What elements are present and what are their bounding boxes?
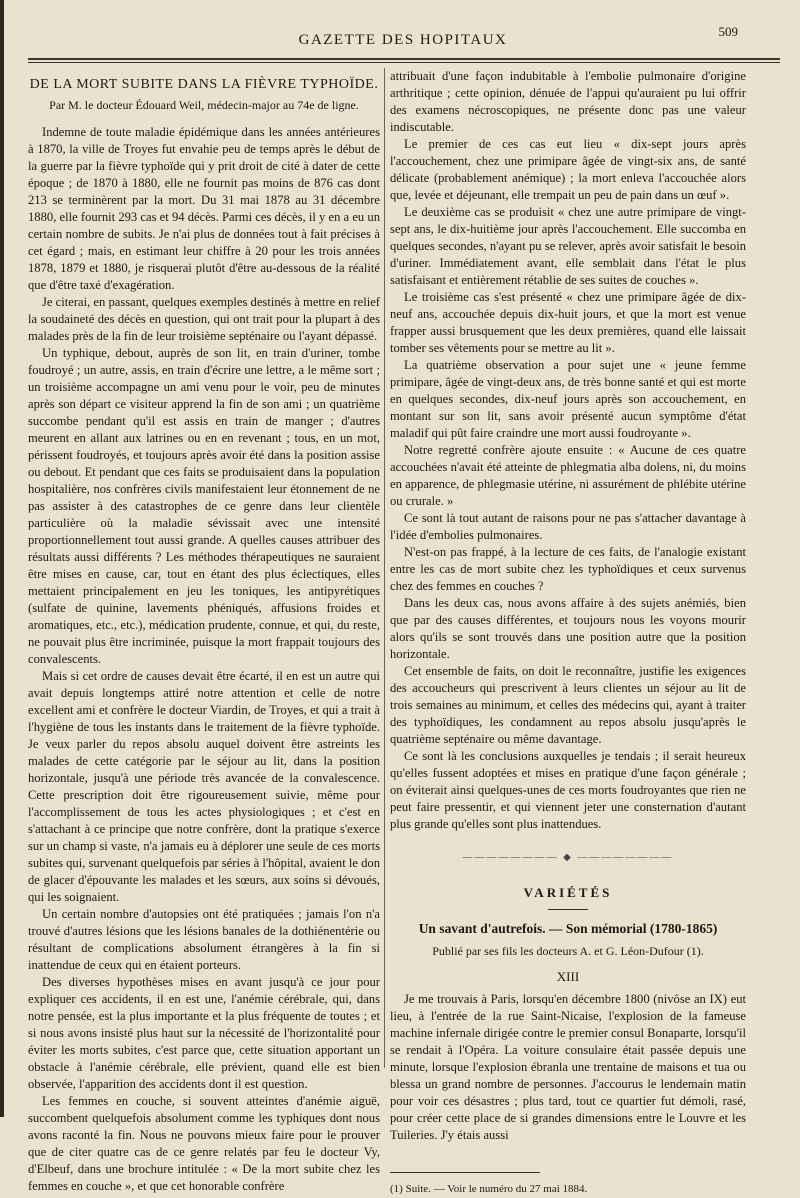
header-rule: [28, 58, 780, 60]
paragraph: Le deuxième cas se produisit « chez une autre primipare de vingt-sept ans, le dix-huitième jour après l'accouchement. Elle succomba en quelques secondes, n'ayant pu se relever, après avoir satisfait le besoin d'uriner. Immédiatement avant, elle semblait dans l'état le plus satisfaisant et entièrement rétablie de ses suites de couches ».: [390, 205, 746, 287]
column-separator: [384, 68, 385, 1068]
paragraph: La quatrième observation a pour sujet une « jeune femme primipare, âgée de vingt-deux ans, de très bonne santé et qui est morte en quelques secondes, dix-neuf jours après son accouchement, en montant sur son lit, sans avoir présenté aucun symptôme d'état maladif qui pût faire craindre une mort aussi foudroyante ».: [390, 358, 746, 440]
page-header: [18, 24, 788, 54]
paragraph: Notre regretté confrère ajoute ensuite : « Aucune de ces quatre accouchées n'avait été atteinte de phlegmatia alba dolens, ni, du moins en apparence, de phlegmasie utérine, ni assurément de phlébite utérine ou crurale. »: [390, 443, 746, 508]
paragraph: Des diverses hypothèses mises en avant jusqu'à ce jour pour expliquer ces accidents, il en est une, l'anémie cérébrale, qui, dans notre pensée, est la plus importante et la plus fréquente de toutes ; et si nous avons insisté plus haut sur la nécessité de l'horizontalité pour éviter les morts subites, c'est parce que, cette situation apportant un obstacle à l'anémie cérébrale, elle prévient, quand elle est bien observée, l'apparition des accidents dont il est question.: [28, 975, 380, 1091]
article-byline: Par M. le docteur Édouard Weil, médecin-major au 74e de ligne.: [49, 98, 359, 112]
paragraph: Ce sont là tout autant de raisons pour ne pas s'attacher davantage à l'idée d'embolies pulmonaires.: [390, 511, 746, 542]
header-rule-thin: [28, 62, 780, 63]
left-column: [28, 68, 380, 1195]
article-title: DE LA MORT SUBITE DANS LA FIÈVRE TYPHOÏDE.: [29, 77, 379, 92]
section-rule: [548, 909, 588, 910]
paragraph: Les femmes en couche, si souvent atteintes d'anémie aiguë, succombent quelquefois absolument comme les typhiques dont nous avons raconté la fin. Nous ne pouvons mieux faire pour le prouver que de citer quatre cas de ce genre relatés par feu le docteur Vy, d'Elbeuf, dans une brochure intitulée : « De la mort subite chez les femmes en couche », et que cet honorable confrère: [28, 1094, 380, 1193]
ornament-divider: ———————— ◆ ————————: [462, 852, 674, 863]
paragraph: Mais si cet ordre de causes devait être écarté, il en est un autre qui avait depuis longtemps attiré notre attention et celle de notre excellent ami et confrère le docteur Viardin, de Troyes, et qui a trait à l'hygiène de tous les instants dans le traitement de la fièvre typhoïde. Je veux parler du repos absolu auquel doivent être astreints les malades de cette catégorie par le séjour au lit, dans la position horizontale, jusqu'à une période très avancée de la convalescence. Cette prescription doit être rigoureusement suivie, même pour l'accomplissement de tous les actes physiologiques ; et c'est en s'attachant à ce principe que notre confrère, dont la pratique s'exerce sur un champ si vaste, n'a jamais eu à déplorer une seule de ces morts subites qui, survenant quelquefois par séries à l'hôpital, avaient le don de glacer d'épouvante les malades et les sœurs, aux soins si dévoués, qui les soignaient.: [28, 669, 381, 904]
page-edge: [0, 0, 4, 1117]
paragraph: Cet ensemble de faits, on doit le reconnaître, justifie les exigences des accoucheurs qui prescrivent à leurs clientes un séjour au lit de trois semaines au minimum, et celles des médecins qui, ayant à traiter des typhoïdiques, les condamnent au repos absolu jusqu'après le quatrième septénaire ou même davantage.: [390, 664, 746, 746]
paragraph: attribuait d'une façon indubitable à l'embolie pulmonaire d'origine arthritique ; cette opinion, dénuée de l'appui qu'auraient pu lui offrir des examens nécroscopiques, ne présente donc pas une valeur indiscutable.: [390, 69, 746, 134]
journal-title: GAZETTE DES HOPITAUX: [298, 32, 508, 48]
paragraph: Dans les deux cas, nous avons affaire à des sujets anémiés, bien que par des causes différentes, et toujours nous les voyons mourir alors qu'ils se sont trouvés dans une position autre que la position horizontale.: [390, 596, 746, 661]
paragraph: Indemne de toute maladie épidémique dans les années antérieures à 1870, la ville de Troyes fut envahie peu de temps après le début de la guerre par la fièvre typhoïde qui y prit droit de cité à dater de cette époque ; de 1870 à 1880, elle ne fournit pas moins de 876 cas dont 213 se terminèrent par la mort. Du 31 mai 1878 au 31 décembre 1880, elle fournit 293 cas et 94 décès. Parmi ces décès, il y en a eu un certain nombre de subits. Je n'ai plus de données tout à fait précises à cet égard ; mais, en estimant leur chiffre à 20 pour les trois années 1878, 1879 et 1880, je risquerai plutôt d'être au-dessous de la réalité que d'être taxé d'exagération.: [28, 125, 380, 292]
chapter-number: XIII: [556, 969, 580, 984]
paragraph: Le troisième cas s'est présenté « chez une primipare âgée de dix-neuf ans, accouchée depuis dix-huit jours, et que la mort est venue frapper aussi brusquement que les deux premières, quand elle laissait tomber ses vêtements pour se mettre au lit ».: [390, 290, 746, 355]
page-number: 509: [718, 24, 738, 39]
paragraph: Ce sont là les conclusions auxquelles je tendais ; il serait heureux qu'elles fussent adoptées et mises en pratique d'une façon générale ; on éviterait ainsi quelques-unes de ces morts foudroyantes que rien ne peut faire pressentir, et qui viennent jeter une consternation d'autant plus grande qu'elles sont plus inattendues.: [390, 749, 746, 831]
paragraph: Un certain nombre d'autopsies ont été pratiquées ; jamais l'on n'a trouvé d'autres lésions que les lésions banales de la dothiénentérie ou résultant de complications absolument étrangères à la fin si inattendue de ceux qui en étaient porteurs.: [28, 907, 380, 972]
paragraph: Un typhique, debout, auprès de son lit, en train d'uriner, tombe foudroyé ; un autre, assis, en train d'écrire une lettre, a le même sort ; un troisième accompagne un ami venu pour le voir, peu de minutes après son départ ce visiteur apprend la fin de son ami ; un quatrième succombe pendant qu'il est assis en train de manger ; d'autres meurent en allant aux latrines ou en en revenant ; tous, en un mot, périssent foudroyés, et toujours après avoir été dans la position assise ou debout. Et pendant que ces faits se produisaient dans la population hospitalière, nos confrères civils manifestaient leur étonnement de ne pas assister à des catastrophes de ce genre dans leur clientèle particulière où la maladie sévissait avec une intensité proportionnellement tout aussi grande. A quelles causes attribuer des résultats aussi différents ? Les méthodes thérapeutiques ne sauraient être mises en cause, car, tout en étant des plus éclectiques, elles mettaient principalement en jeu les toniques, les antipyrétiques (sulfate de quinine, lavements phéniqués, affusions froides et aromatiques, etc., etc.), médication prudente, connue, et qui, du reste, ne pouvait plus être incriminée, puisque la mort frappait toujours des convalescents.: [28, 346, 380, 666]
paragraph: Je citerai, en passant, quelques exemples destinés à mettre en relief la soudaineté des décès en question, qui ont trait pour la plupart à des malades près de la fin de leur troisième septénaire ou l'ayant dépassé.: [28, 295, 380, 343]
footnote-rule: [390, 1172, 540, 1173]
paragraph: N'est-on pas frappé, à la lecture de ces faits, de l'analogie existant entre les cas de mort subite chez les typhoïdiques et ceux survenus chez des femmes en couches ?: [390, 545, 746, 593]
paragraph: Le premier de ces cas eut lieu « dix-sept jours après l'accouchement, chez une primipare âgée de vingt-six ans, de santé délicate (probablement anémique) ; la mort enleva l'accouchée alors que, levée et déjeunant, elle trempait un peu de pain dans un œuf ».: [390, 137, 746, 202]
right-column: [390, 68, 746, 1198]
feature-title: Un savant d'autrefois. — Son mémorial (1780-1865): [418, 921, 718, 936]
feature-byline: Publié par ses fils les docteurs A. et G. Léon-Dufour (1).: [432, 944, 704, 958]
footnote: (1) Suite. — Voir le numéro du 27 mai 1884.: [390, 1183, 588, 1195]
section-title: VARIÉTÉS: [523, 885, 613, 900]
paragraph: Je me trouvais à Paris, lorsqu'en décembre 1800 (nivôse an IX) eut lieu, à l'entrée de la rue Saint-Nicaise, l'explosion de la fameuse machine infernale dirigée contre le premier consul Bonaparte, lorsqu'il se rendait à l'Opéra. La voiture consulaire était passée depuis une minute, lorsque l'explosion ébranla une trentaine de maisons et tua ou blessa un grand nombre de personnes. J'accourus le lendemain matin pour voir ces désastres ; plus tard, tout ce quartier fut démoli, rasé, pour créer cette place de si grandes dimensions entre le Louvre et les Tuileries. J'y étais aussi: [390, 992, 746, 1142]
